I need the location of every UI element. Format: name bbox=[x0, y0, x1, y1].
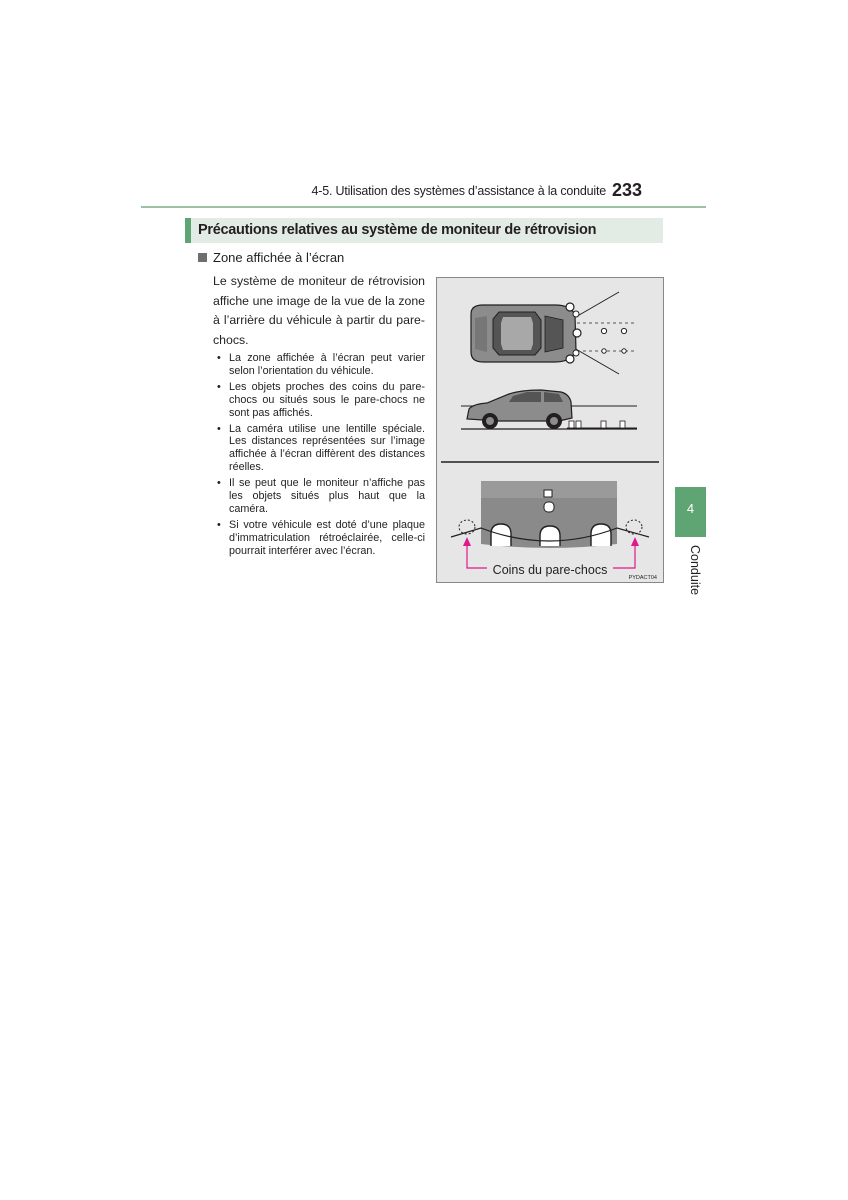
figure-code: PYDACT04 bbox=[628, 575, 657, 581]
bullet-text: Les objets proches des coins du pare-chocs ou situés sous le pare-chocs ne sont pas affichés. bbox=[229, 380, 425, 419]
bullet-marker: • bbox=[217, 477, 221, 490]
subsection-heading bbox=[198, 250, 344, 265]
list-item bbox=[217, 423, 425, 475]
bullet-text: Il se peut que le moniteur n’affiche pas les objets situés plus haut que la caméra. bbox=[229, 477, 425, 515]
chapter-tab: 4 bbox=[675, 487, 706, 537]
list-item bbox=[217, 381, 425, 420]
rear-view-monitor-illustration bbox=[436, 277, 664, 583]
header-rule bbox=[141, 206, 706, 208]
intro-paragraph: Le système de moniteur de rétrovision affiche une image de la vue de la zone à l’arrière du véhicule à partir du pare-chocs. bbox=[213, 274, 425, 347]
car-top-view bbox=[471, 305, 576, 362]
bullet-marker: • bbox=[217, 380, 221, 393]
top-view-diagram bbox=[471, 292, 637, 374]
bullet-text: Si votre véhicule est doté d’une plaque d’immatriculation rétroéclairée, celle-ci pourrait interférer avec l’écran. bbox=[229, 518, 425, 557]
section-heading-text: Précautions relatives au système de moniteur de rétrovision bbox=[198, 222, 597, 238]
monitor-view-diagram bbox=[451, 481, 649, 568]
bullet-text: La caméra utilise une lentille spéciale. Les distances représentées sur l’image affichée à l’écran diffèrent des distances réelles. bbox=[229, 422, 425, 474]
square-bullet-icon bbox=[198, 253, 207, 262]
section-heading bbox=[185, 218, 663, 243]
side-view-diagram bbox=[461, 390, 637, 429]
list-item bbox=[217, 477, 425, 516]
bullet-text: La zone affichée à l’écran peut varier selon l’orientation du véhicule. bbox=[229, 352, 425, 377]
list-item bbox=[217, 352, 425, 378]
bullet-list bbox=[217, 352, 425, 561]
bullet-marker: • bbox=[217, 352, 221, 364]
chapter-label: Conduite bbox=[688, 545, 702, 596]
bullet-marker: • bbox=[217, 422, 221, 435]
running-header-title: 4-5. Utilisation des systèmes d’assistance à la conduite bbox=[311, 184, 606, 198]
bullet-marker: • bbox=[217, 518, 221, 531]
list-item bbox=[217, 519, 425, 558]
callout-label: Coins du pare-chocs bbox=[492, 563, 608, 577]
subsection-heading-text: Zone affichée à l’écran bbox=[213, 250, 345, 265]
page-number: 233 bbox=[612, 180, 643, 200]
